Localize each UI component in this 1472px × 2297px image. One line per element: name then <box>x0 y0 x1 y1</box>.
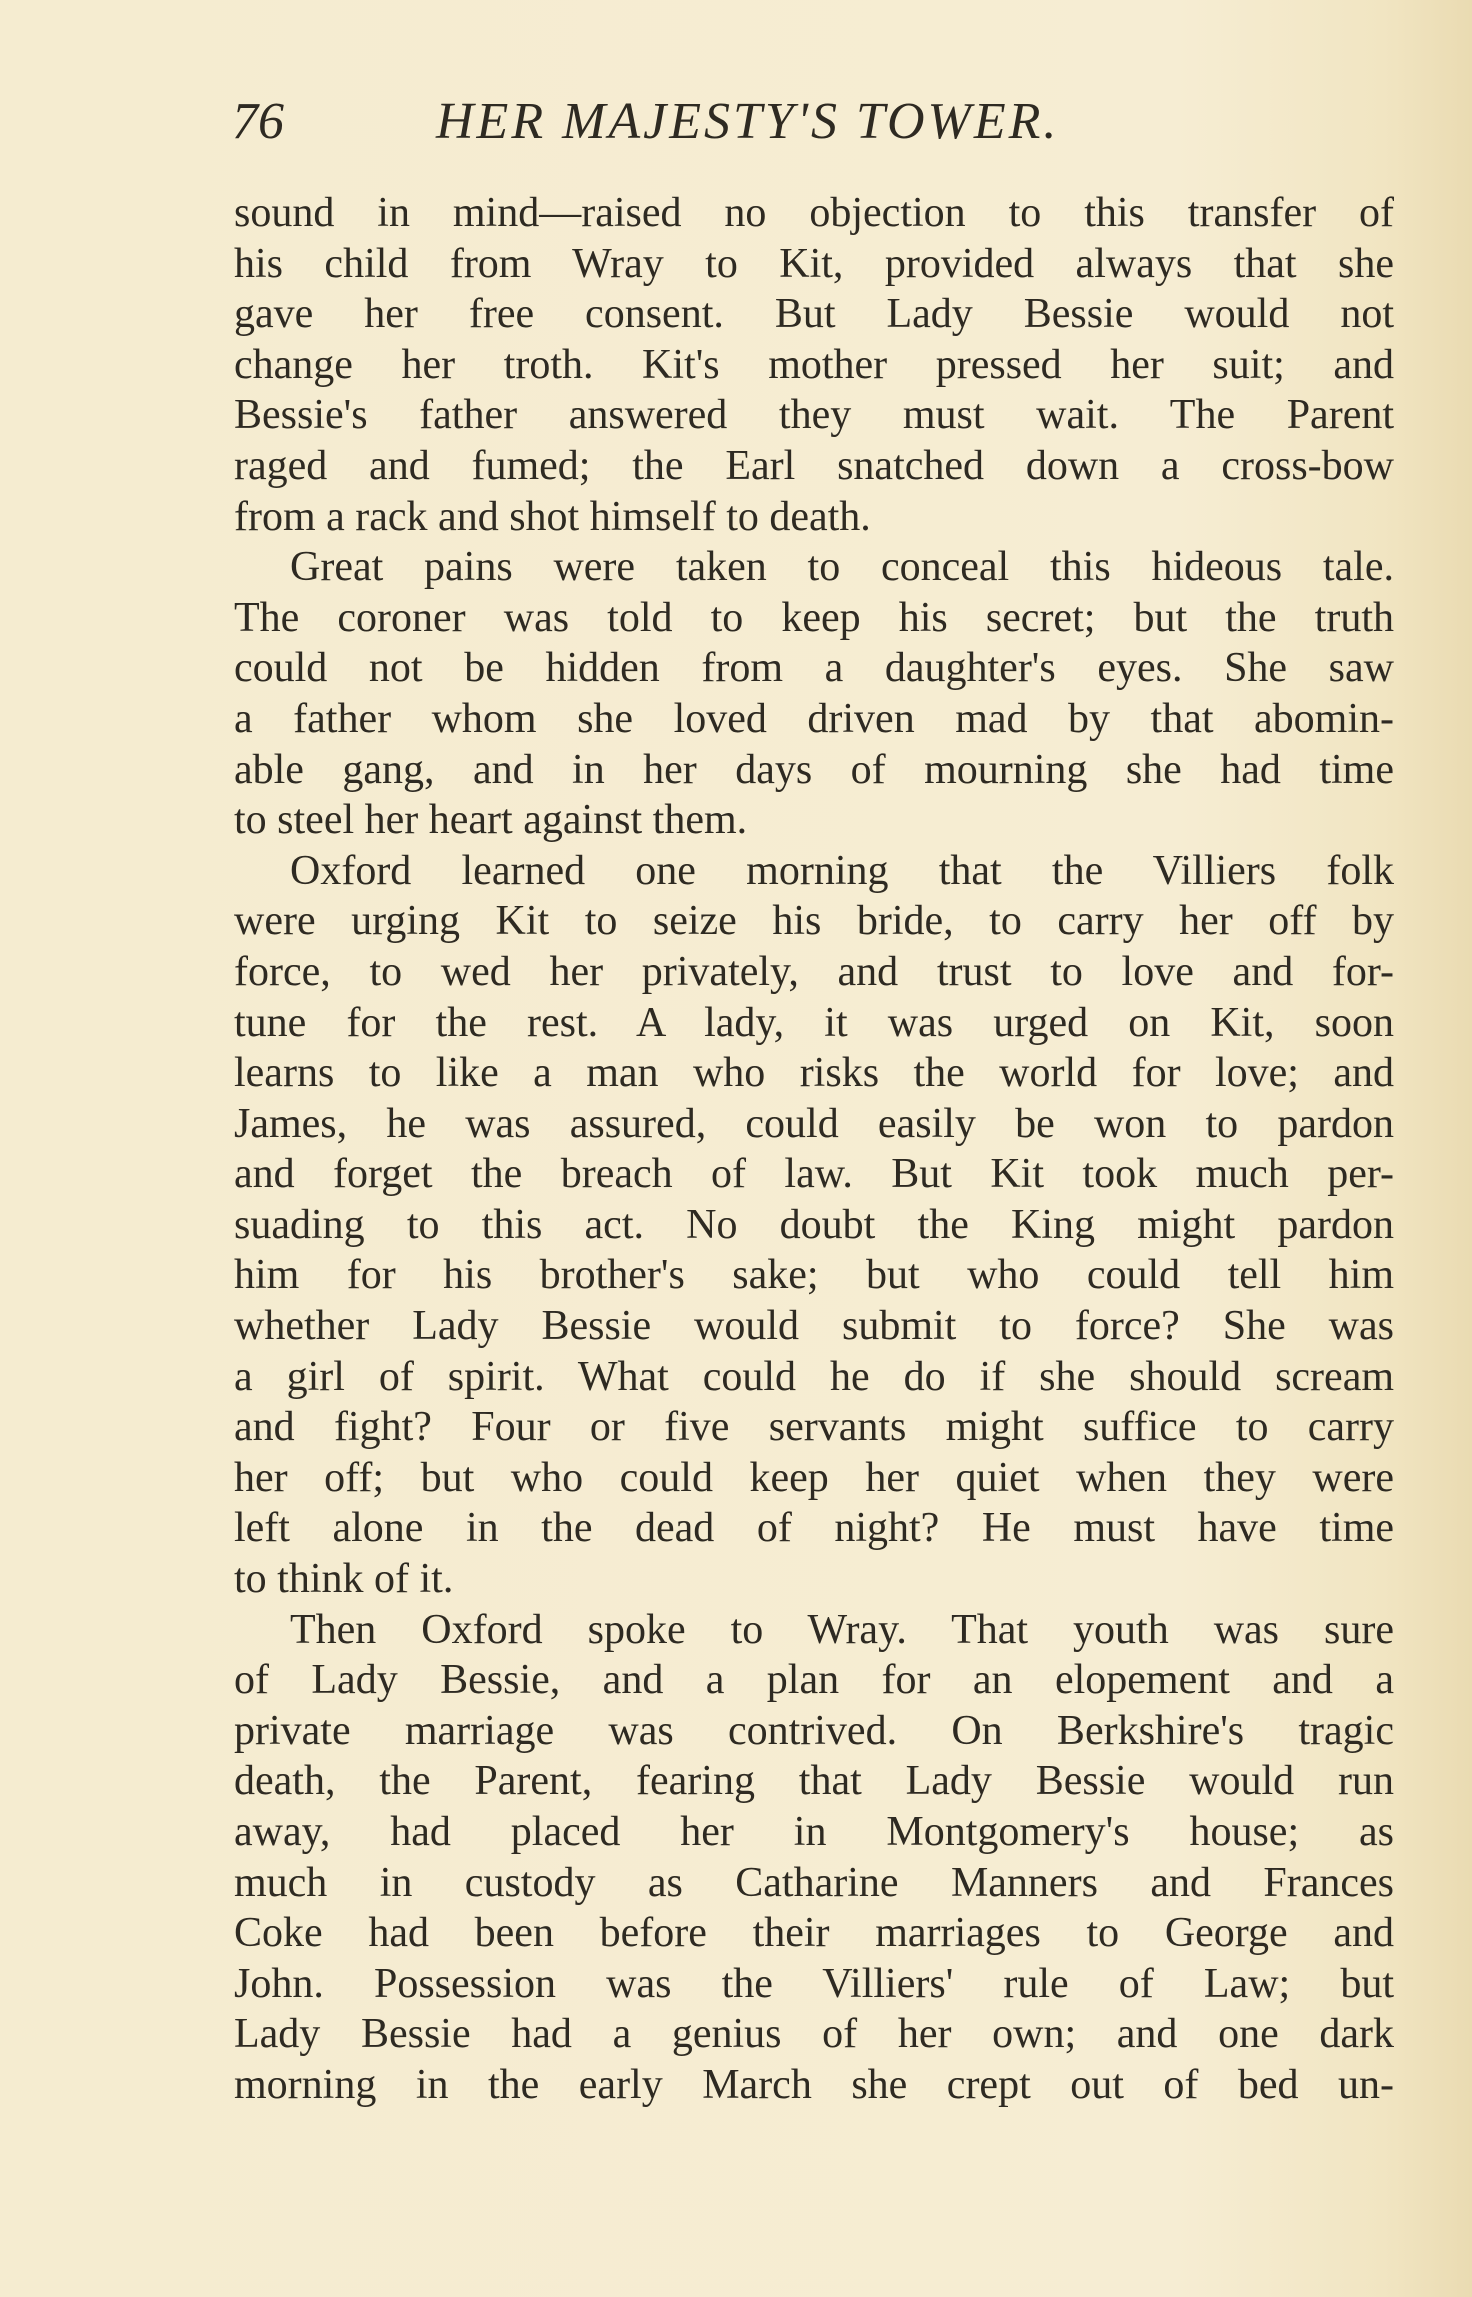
text-line: from a rack and shot himself to death. <box>234 493 871 540</box>
text-line: could not be hidden from a daughter's eyes. She saw <box>234 645 1394 692</box>
text-line: learns to like a man who risks the world for love; and <box>234 1050 1394 1097</box>
text-line: change her troth. Kit's mother pressed her suit; and <box>234 341 1394 388</box>
text-line: Bessie's father answered they must wait. The Parent <box>234 392 1394 439</box>
text-line: force, to wed her privately, and trust to love and for- <box>234 948 1394 995</box>
paragraph-start-line: Great pains were taken to conceal this hideous tale. <box>290 544 1394 591</box>
running-title: HER MAJESTY'S TOWER. <box>436 93 1060 150</box>
text-line: were urging Kit to seize his bride, to carry her off by <box>234 898 1394 945</box>
text-line: of Lady Bessie, and a plan for an elopement and a <box>234 1657 1394 1704</box>
text-line: to think of it. <box>234 1556 454 1603</box>
text-line: raged and fumed; the Earl snatched down a cross-bow <box>234 442 1394 489</box>
text-line: Coke had been before their marriages to George and <box>234 1910 1394 1957</box>
running-head <box>232 82 1412 162</box>
text-line: and fight? Four or five servants might suffice to carry <box>234 1404 1394 1451</box>
text-line: and forget the breach of law. But Kit took much per- <box>234 1151 1394 1198</box>
text-line: whether Lady Bessie would submit to force? She was <box>234 1303 1394 1350</box>
text-line: John. Possession was the Villiers' rule of Law; but <box>234 1960 1394 2007</box>
text-line: a father whom she loved driven mad by that abomin- <box>234 695 1394 742</box>
text-line: gave her free consent. But Lady Bessie would not <box>234 291 1394 338</box>
text-line: sound in mind—raised no objection to this transfer of <box>234 190 1394 236</box>
text-line: his child from Wray to Kit, provided always that she <box>234 240 1394 287</box>
text-line: able gang, and in her days of mourning she had time <box>234 746 1394 793</box>
text-line: The coroner was told to keep his secret; but the truth <box>234 594 1394 641</box>
page-number: 76 <box>232 93 284 150</box>
text-line: him for his brother's sake; but who could tell him <box>234 1252 1394 1299</box>
body-text <box>234 188 1394 2111</box>
paragraph-start-line: Oxford learned one morning that the Villiers folk <box>290 847 1394 894</box>
text-line: James, he was assured, could easily be won to pardon <box>234 1100 1394 1147</box>
text-line: away, had placed her in Montgomery's house; as <box>234 1809 1394 1855</box>
text-line: Lady Bessie had a genius of her own; and one dark <box>234 2011 1394 2058</box>
paragraph-start-line: Then Oxford spoke to Wray. That youth was sure <box>290 1606 1394 1653</box>
text-line: private marriage was contrived. On Berkshire's tragic <box>234 1707 1394 1754</box>
text-line: morning in the early March she crept out of bed un- <box>234 2061 1394 2108</box>
text-line: suading to this act. No doubt the King might pardon <box>234 1201 1394 1248</box>
text-line: a girl of spirit. What could he do if she should scream <box>234 1353 1394 1400</box>
text-line: death, the Parent, fearing that Lady Bessie would run <box>234 1758 1394 1805</box>
text-line: her off; but who could keep her quiet when they were <box>234 1454 1394 1501</box>
text-line: much in custody as Catharine Manners and Frances <box>234 1859 1394 1906</box>
text-line: left alone in the dead of night? He must have time <box>234 1505 1394 1552</box>
text-line: to steel her heart against them. <box>234 797 748 844</box>
text-line: tune for the rest. A lady, it was urged on Kit, soon <box>234 999 1394 1046</box>
